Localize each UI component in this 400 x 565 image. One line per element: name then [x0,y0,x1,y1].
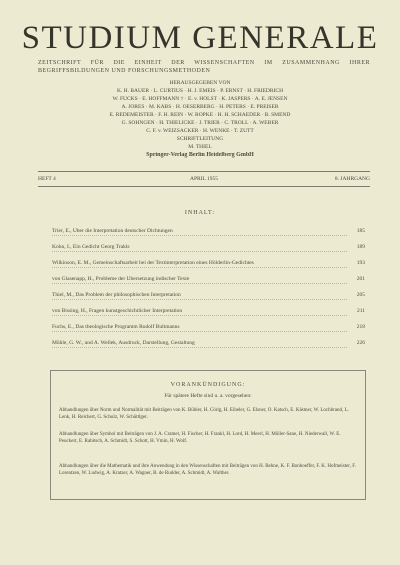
toc-entry-page: 201 [356,276,365,282]
toc-entry-text: Fuchs, E., Das theologische Programm Rudolf Bultmanns [52,324,347,332]
issue-line [38,176,370,184]
toc-entry-page: 193 [356,260,365,266]
announcement-subheading: Für spätere Hefte sind u. a. vorgesehen: [164,393,252,399]
toc-entry-page: 205 [356,292,365,298]
toc-entry-text: Thiel, M., Das Problem der philosophischen Interpretation [52,292,347,300]
toc-entry-text: Wilkinson, E. M., Gemeinschaftsarbeit bei der Textinterpretation eines Hölderlin-Gedichtes [52,260,347,268]
publisher: Springer-Verlag Berlin Heidelberg GmbH [146,152,254,158]
toc-entry [52,288,365,304]
toc-entry-page: 218 [356,324,365,330]
toc-entry [52,272,365,288]
toc-entry [52,320,365,336]
journal-title: STUDIUM GENERALE [21,20,379,56]
toc-entry-page: 211 [356,308,365,314]
issue-date: APRIL 1955 [189,176,219,182]
divider [38,171,370,172]
editorship-label: SCHRIFTLEITUNG [176,136,224,142]
toc-entry-text: Kohn, I., Ein Gedicht Georg Trakls [52,244,347,252]
toc-heading: INHALT: [184,210,216,216]
toc-entry-text: Trier, E., Über die Interpretation deutscher Dichtungen [52,228,347,236]
toc-entry [52,224,365,240]
toc-entry [52,256,365,272]
announcement-item: Abhandlungen über Norm und Normalität mit Beiträgen von K. Bühler, H. Cörig, H. Eibeler, G. Elsner, O. Katsch, E. Kästner, W. Lochbrand, L. Lenk, H. Reichert, G. Schulz, W. Schüttlger. [59,408,349,421]
issue-number: HEFT 4 [38,176,56,182]
divider [38,186,370,187]
announcement-box [50,370,366,500]
toc-entry-text: Mühle, G. W., und A. Wellek, Ausdruck, Darstellung, Gestaltung [52,340,347,348]
editors-line: W. FUCKS · E. HOFFMANN † · E. v. HOLST · K. JASPERS · A. E. JENSEN [112,96,288,102]
announcement-item: Abhandlungen über die Mathematik und ihre Anwendung in den Wissenschaften mit Beiträgen von H. Behne, K. F. Bonhoeffer, F. K. Hofmeister, F. Lorentzen, W. Ludwig, A. Kratzer, A. Wagner, B. de Rudder, A. Schmidt, A. Walther. [59,464,356,477]
editors-line: G. SÖHNGEN · H. THIELICKE · J. TRIER · C. TROLL · A. WEBER [121,120,279,126]
editors-line: E. REDEMEISTER · F. H. REIN · W. RÖPKE · H. H. SCHAEDER · B. SMEND [109,112,291,118]
editors-label: HERAUSGEGEBEN VON [169,80,231,86]
table-of-contents [52,224,365,352]
toc-entry-text: von Glasenapp, H., Probleme der Übersetzung indischer Texte [52,276,347,284]
toc-entry-page: 226 [356,340,365,346]
volume: 8. JAHRGANG [334,176,370,182]
journal-subtitle: ZEITSCHRIFT FÜR DIE EINHEIT DER WISSENSCHAFTEN IM ZUSAMMENHANG IHRER BEGRIFFSBILDUNGEN UND FORSCHUNGSMETHODEN [38,60,370,74]
editors-line: A. JORES · M. KABS · H. OESERBERG · H. PETERS · E. PREISER [121,104,279,110]
toc-entry [52,336,365,352]
announcement-item: Abhandlungen über Symbol mit Beiträgen von J. A. Cramer, H. Fischer, H. Frankl, H. Lord, H. Meerl, H. Müller-Sane, H. Niederwall, W. E. Peuckert, E. Rabitsch, A. Schmidt, S. Schott, H. Vmin, H. Wolf. [59,432,341,445]
toc-entry [52,304,365,320]
editors-line: K. H. BAUER · L. CURTIUS · H. J. EMEIS · P. ERNST · H. FRIEDRICH [116,88,284,94]
toc-entry-page: 185 [356,228,365,234]
toc-entry-page: 189 [356,244,365,250]
announcement-heading: VORANKÜNDIGUNG: [170,382,246,388]
toc-entry [52,240,365,256]
toc-entry-text: von Bissing, H., Fragen kunstgeschichtlicher Interpretation [52,308,347,316]
editor-name: M. THIEL [188,144,212,150]
editors-line: C. F. v. WEIZSÄCKER · H. WENKE · T. ZUTT [146,128,254,134]
